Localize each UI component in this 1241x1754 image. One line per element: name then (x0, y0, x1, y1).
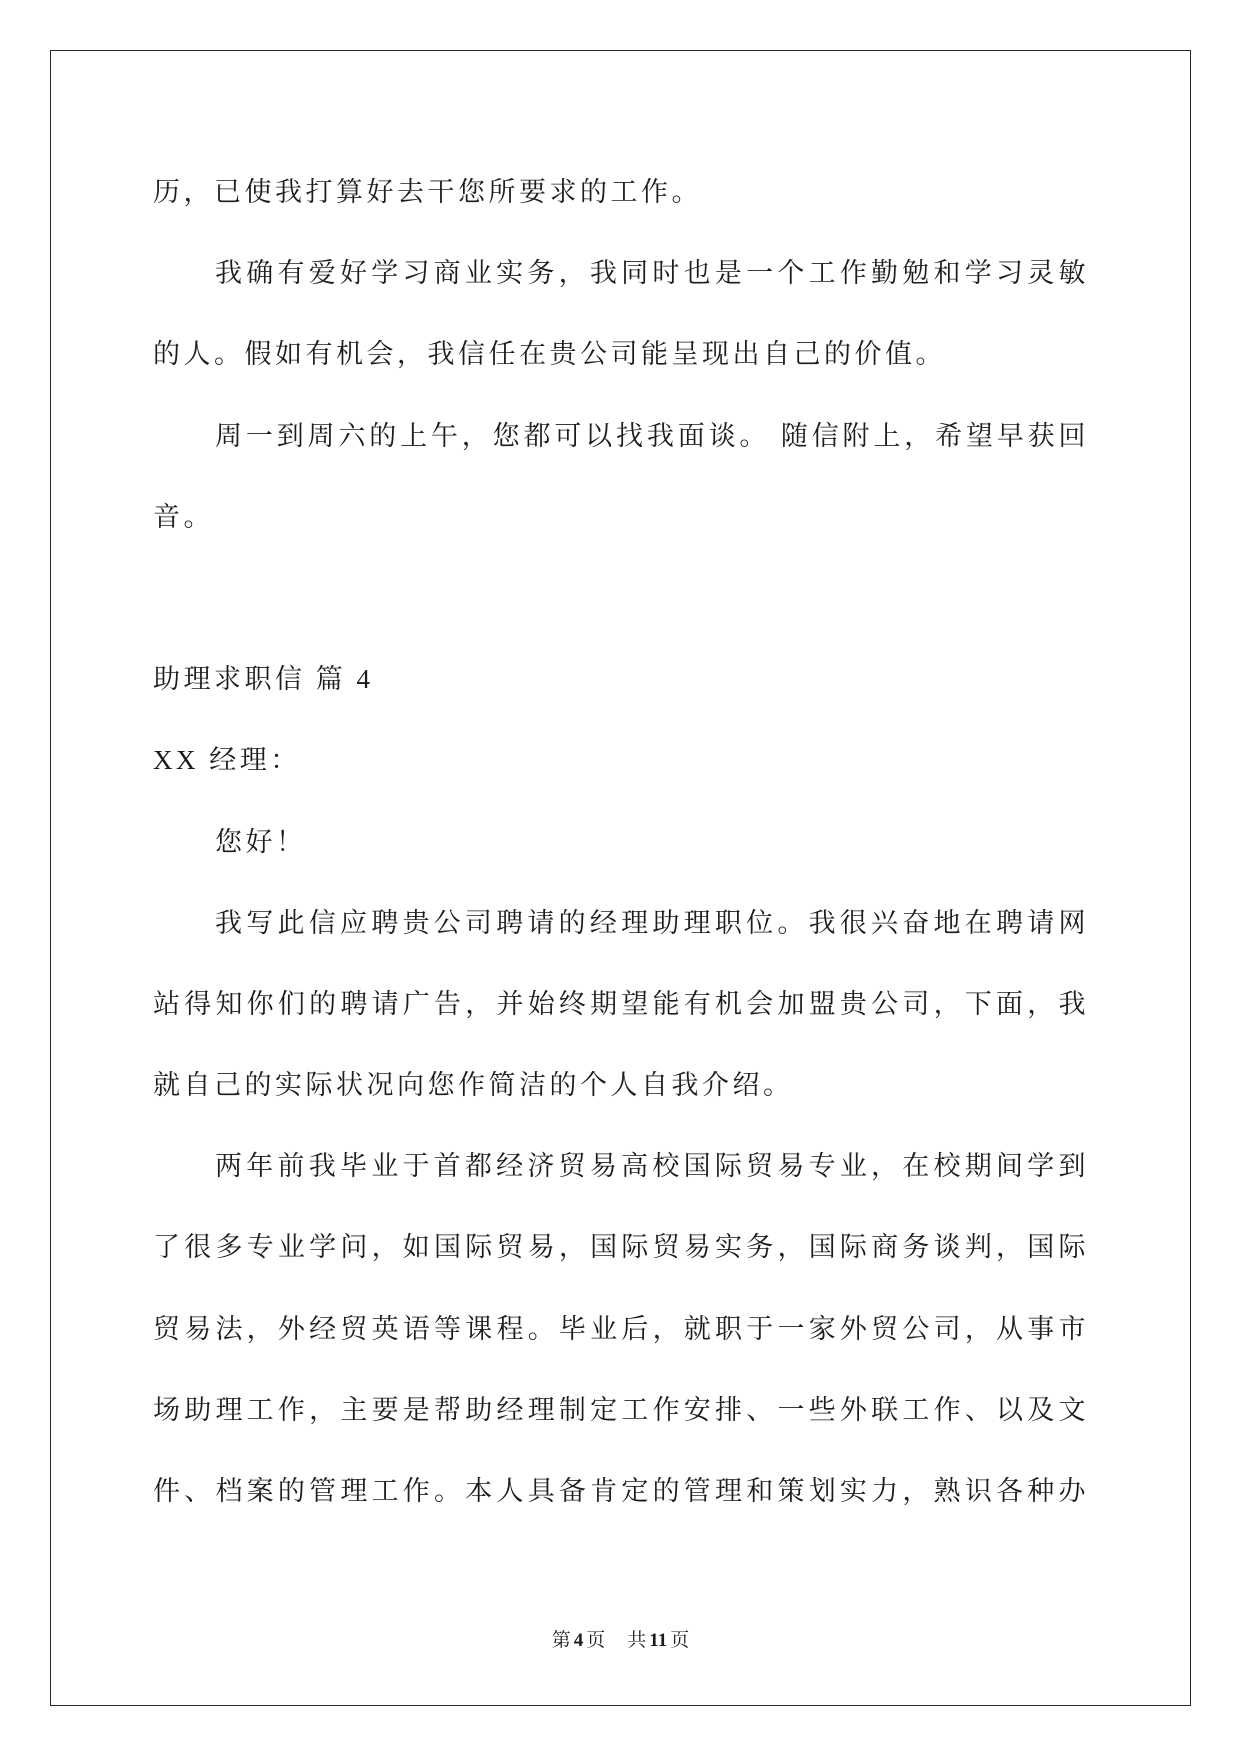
text-line: 我写此信应聘贵公司聘请的经理助理职位。我很兴奋地在聘请网 (215, 907, 1089, 938)
page-footer (0, 1628, 1241, 1654)
document-body (153, 152, 1089, 1532)
page-suffix: 页 (586, 1630, 606, 1651)
greeting-line: 您好！ (215, 826, 307, 857)
text-line: 的人。假如有机会，我信任在贵公司能呈现出自己的价值。 (153, 339, 946, 370)
paragraph (153, 233, 1089, 395)
current-page-number: 4 (573, 1630, 584, 1651)
paragraph (153, 883, 1089, 1127)
paragraph-spacer (153, 558, 1089, 639)
text-line: 贸易法，外经贸英语等课程。毕业后，就职于一家外贸公司，从事市 (153, 1313, 1089, 1344)
page-prefix: 第 (551, 1630, 571, 1651)
total-suffix: 页 (670, 1630, 690, 1651)
text-line: 就自己的实际状况向您作简洁的个人自我介绍。 (153, 1070, 794, 1101)
paragraph (153, 396, 1089, 558)
paragraph (153, 1126, 1089, 1532)
text-line: 我确有爱好学习商业实务，我同时也是一个工作勤勉和学习灵敏 (215, 258, 1089, 289)
text-line: 历，已使我打算好去干您所要求的工作。 (153, 177, 702, 207)
total-prefix: 共 (627, 1630, 647, 1651)
recipient-line: XX 经理： (153, 745, 301, 776)
text-line: 两年前我毕业于首都经济贸易高校国际贸易专业，在校期间学到 (215, 1151, 1089, 1182)
section-heading: 助理求职信 篇 4 (153, 664, 374, 695)
text-line: 周一到周六的上午，您都可以找我面谈。 随信附上，希望早获回 (215, 420, 1089, 451)
paragraph (153, 152, 1089, 233)
total-pages-number: 11 (649, 1630, 668, 1651)
text-line: 了很多专业学问，如国际贸易，国际贸易实务，国际商务谈判，国际 (153, 1232, 1089, 1263)
text-line: 场助理工作，主要是帮助经理制定工作安排、一些外联工作、以及文 (153, 1394, 1089, 1425)
text-line: 站得知你们的聘请广告，并始终期望能有机会加盟贵公司，下面，我 (153, 988, 1089, 1019)
text-line: 音。 (153, 501, 214, 532)
text-line: 件、档案的管理工作。本人具备肯定的管理和策划实力，熟识各种办 (153, 1476, 1089, 1506)
